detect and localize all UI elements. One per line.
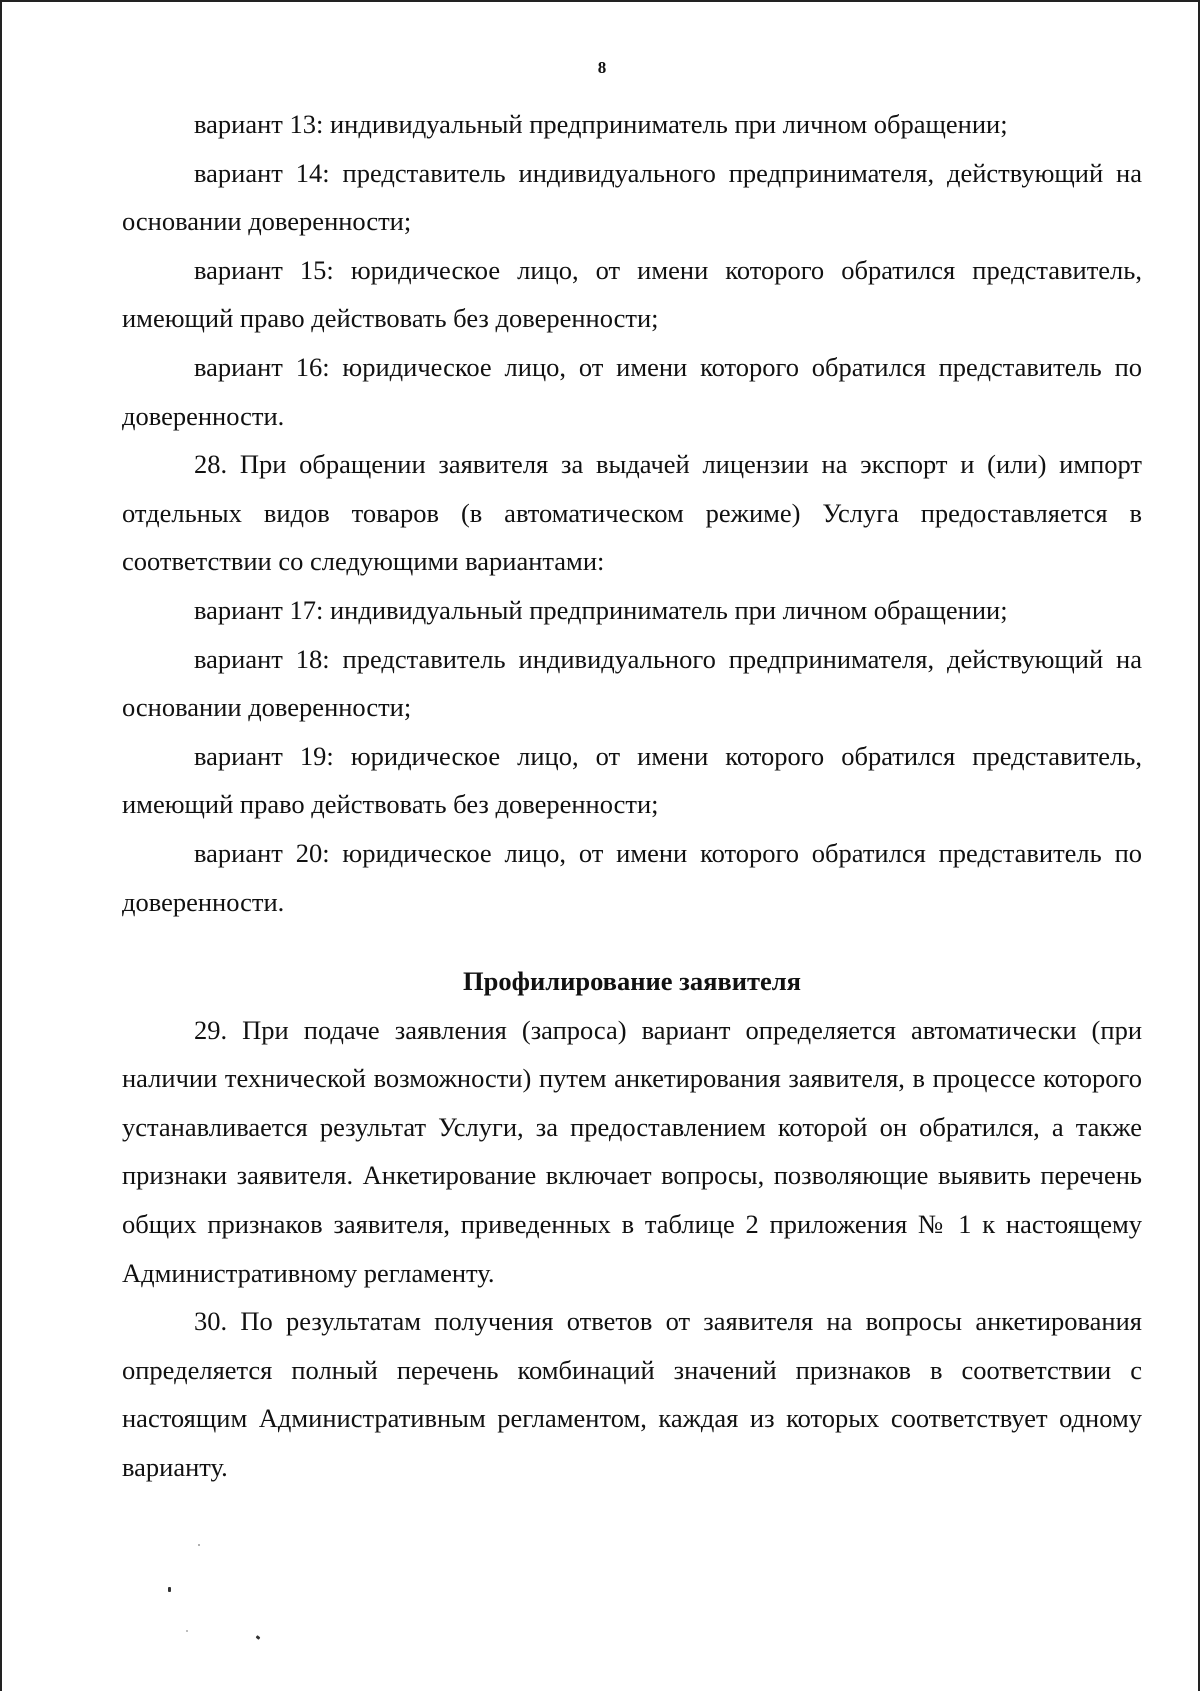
paragraph-variant-19: вариант 19: юридическое лицо, от имени которого обратился представитель, имеющий право действовать без доверенности;	[122, 740, 1142, 820]
paragraph-item-30: 30. По результатам получения ответов от заявителя на вопросы анкетирования определяется полный перечень комбинаций значений признаков в соответствии с настоящим Административным регламентом, каждая из которых соответствует одному варианту.	[122, 1306, 1142, 1483]
paragraph-item-28: 28. При обращении заявителя за выдачей лицензии на экспорт и (или) импорт отдельных видов товаров (в автоматическом режиме) Услуга предоставляется в соответствии со следующими вариантами:	[122, 449, 1142, 577]
page-number: 8	[597, 58, 607, 77]
scan-speck	[168, 1587, 171, 1592]
paragraph-variant-17: вариант 17: индивидуальный предприниматель при личном обращении;	[194, 594, 1008, 625]
document-body	[122, 100, 1142, 1492]
scan-speck	[256, 1635, 261, 1640]
scan-speck	[198, 1544, 200, 1546]
paragraph-variant-16: вариант 16: юридическое лицо, от имени которого обратился представитель по доверенности.	[122, 351, 1142, 431]
paragraph-variant-18: вариант 18: представитель индивидуального предпринимателя, действующий на основании доверенности;	[122, 643, 1142, 723]
paragraph-variant-20: вариант 20: юридическое лицо, от имени которого обратился представитель по доверенности.	[122, 837, 1142, 917]
section-heading: Профилирование заявителя	[463, 966, 801, 997]
scan-speck	[186, 1630, 188, 1632]
paragraph-variant-14: вариант 14: представитель индивидуального предпринимателя, действующий на основании доверенности;	[122, 157, 1142, 237]
paragraph-variant-13: вариант 13: индивидуальный предприниматель при личном обращении;	[194, 109, 1008, 139]
paragraph-item-29: 29. При подаче заявления (запроса) вариант определяется автоматически (при наличии технической возможности) путем анкетирования заявителя, в процессе которого устанавливается результат Услуги, за предоставлением которой он обратился, а также признаки заявителя. Анкетирование включает вопросы, позволяющие выявить перечень общих признаков заявителя, приведенных в таблице 2 приложения № 1 к настоящему Административному регламенту.	[122, 1014, 1142, 1288]
paragraph-variant-15: вариант 15: юридическое лицо, от имени которого обратился представитель, имеющий право действовать без доверенности;	[122, 254, 1142, 334]
